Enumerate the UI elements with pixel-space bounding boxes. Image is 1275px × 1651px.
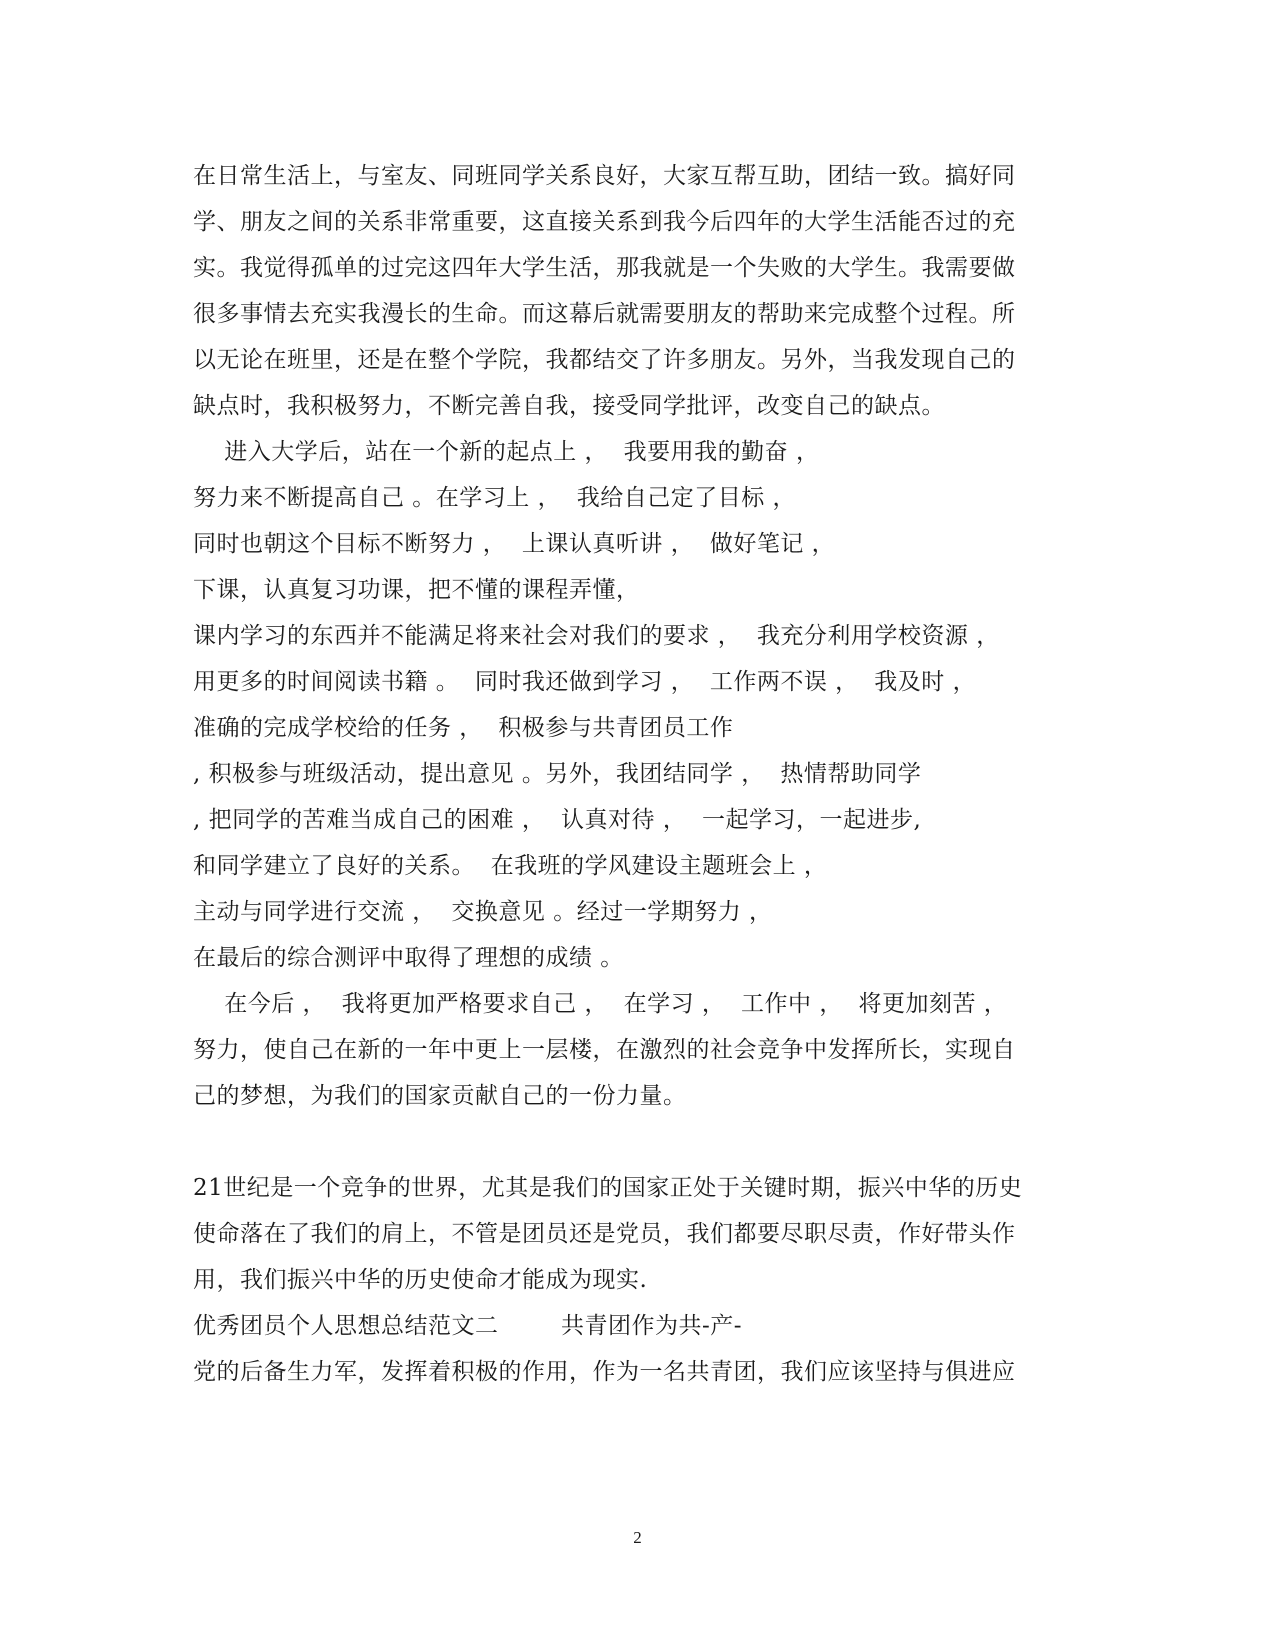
text-line: , 把同学的苦难当成自己的困难 ， 认真对待 ， 一起学习，一起进步,: [193, 807, 922, 833]
text-line: 缺点时，我积极努力，不断完善自我，接受同学批评，改变自己的缺点。: [193, 393, 945, 419]
text-line: 实。我觉得孤单的过完这四年大学生活，那我就是一个失败的大学生。我需要做: [193, 255, 1016, 281]
text-line: 准确的完成学校给的任务 ， 积极参与共青团员工作: [193, 715, 734, 741]
text-line: 学、朋友之间的关系非常重要，这直接关系到我今后四年的大学生活能否过的充: [193, 209, 1016, 235]
text-line: 21世纪是一个竞争的世界，尤其是我们的国家正处于关键时期，振兴中华的历史: [193, 1175, 1023, 1201]
text-line: , 积极参与班级活动，提出意见 。另外，我团结同学 ， 热情帮助同学: [193, 761, 922, 787]
text-line: 党的后备生力军，发挥着积极的作用，作为一名共青团，我们应该坚持与俱进应: [193, 1359, 1016, 1385]
text-line: 努力来不断提高自己 。在学习上 ， 我给自己定了目标 ，: [193, 485, 797, 511]
text-line: 进入大学后，站在一个新的起点上 ， 我要用我的勤奋 ，: [193, 439, 820, 465]
text-line: 在今后 ， 我将更加严格要求自己 ， 在学习 ， 工作中 ， 将更加刻苦 ，: [193, 991, 1008, 1017]
text-line: 很多事情去充实我漫长的生命。而这幕后就需要朋友的帮助来完成整个过程。所: [193, 301, 1016, 327]
text-line: 用，我们振兴中华的历史使命才能成为现实.: [193, 1267, 648, 1293]
text-line: 在最后的综合测评中取得了理想的成绩 。: [193, 945, 624, 971]
page-number: 2: [633, 1528, 642, 1547]
text-line: 使命落在了我们的肩上，不管是团员还是党员，我们都要尽职尽责，作好带头作: [193, 1221, 1016, 1247]
text-line: 优秀团员个人思想总结范文二 共青团作为共-产-: [193, 1313, 743, 1339]
text-line: 在日常生活上，与室友、同班同学关系良好，大家互帮互助，团结一致。搞好同: [193, 163, 1016, 189]
text-line: 主动与同学进行交流 ， 交换意见 。经过一学期努力 ，: [193, 899, 773, 925]
text-line: 和同学建立了良好的关系。 在我班的学风建设主题班会上 ，: [193, 853, 828, 879]
text-line: 努力，使自己在新的一年中更上一层楼，在激烈的社会竞争中发挥所长，实现自: [193, 1037, 1016, 1063]
text-line: 用更多的时间阅读书籍 。 同时我还做到学习 ， 工作两不误 ， 我及时 ，: [193, 669, 977, 695]
text-line: 同时也朝这个目标不断努力 ， 上课认真听讲 ， 做好笔记 ，: [193, 531, 836, 557]
text-line: 以无论在班里，还是在整个学院，我都结交了许多朋友。另外，当我发现自己的: [193, 347, 1016, 373]
text-line: 下课，认真复习功课，把不懂的课程弄懂，: [193, 577, 640, 603]
text-line: 课内学习的东西并不能满足将来社会对我们的要求 ， 我充分利用学校资源 ，: [193, 623, 1000, 649]
text-line: 己的梦想，为我们的国家贡献自己的一份力量。: [193, 1083, 687, 1109]
